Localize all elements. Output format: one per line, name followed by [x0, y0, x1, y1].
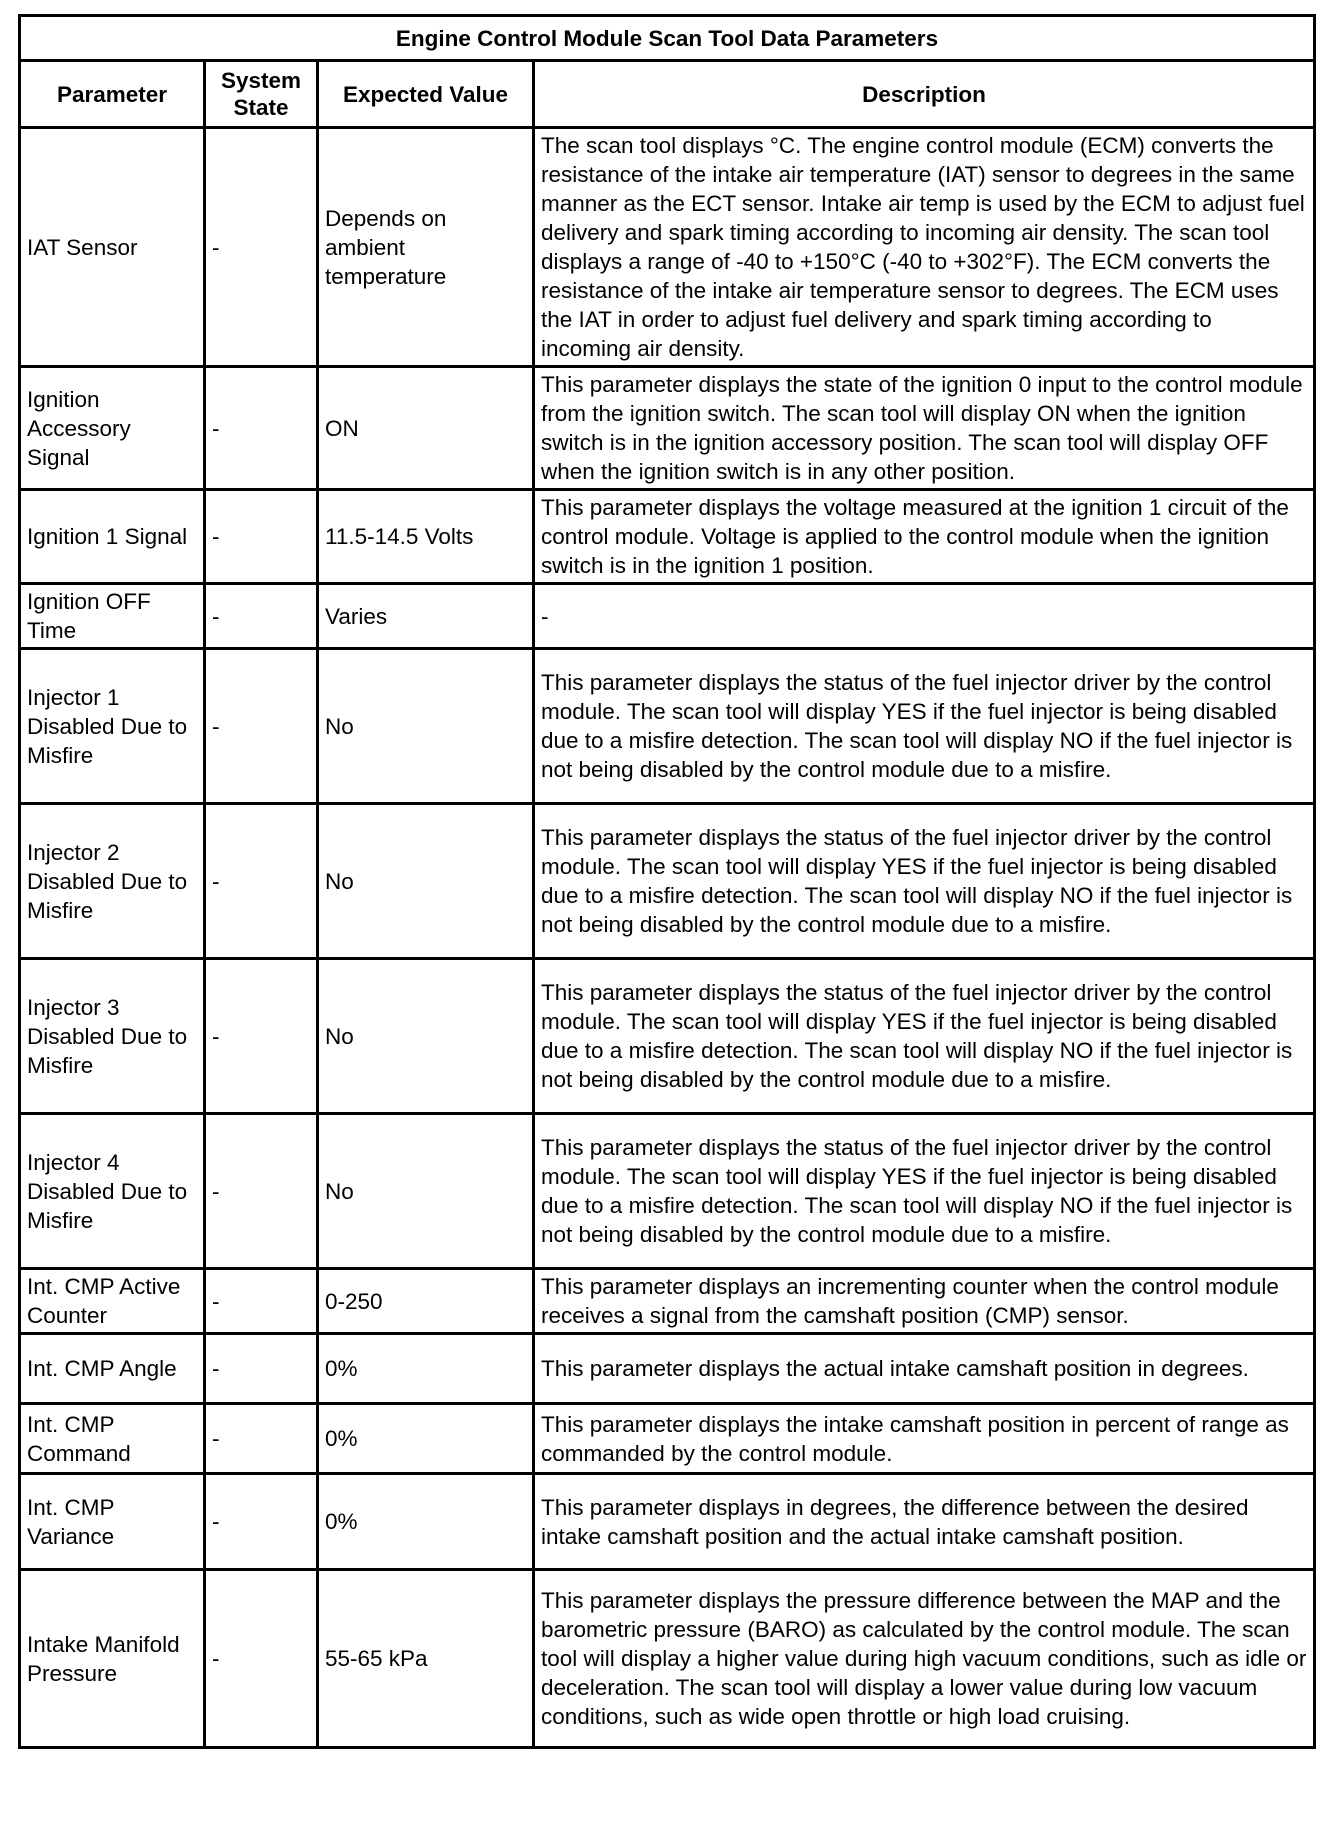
table-row [20, 959, 1315, 1114]
cell-description: This parameter displays the actual intake camshaft position in degrees. [534, 1334, 1315, 1404]
table-row [20, 649, 1315, 804]
cell-parameter: Injector 4 Disabled Due to Misfire [20, 1114, 205, 1269]
cell-expected-value: 0% [318, 1404, 534, 1474]
cell-system-state: - [205, 1334, 318, 1404]
cell-parameter: Injector 1 Disabled Due to Misfire [20, 649, 205, 804]
cell-description: This parameter displays the status of the fuel injector driver by the control module. The scan tool will display YES if the fuel injector is being disabled due to a misfire detection. The scan tool will display NO if the fuel injector is not being disabled by the control module due to a misfire. [534, 804, 1315, 959]
cell-description: - [534, 584, 1315, 649]
cell-description: This parameter displays the intake camshaft position in percent of range as commanded by the control module. [534, 1404, 1315, 1474]
header-description: Description [534, 61, 1315, 128]
cell-parameter: Injector 2 Disabled Due to Misfire [20, 804, 205, 959]
cell-expected-value: No [318, 959, 534, 1114]
table-row [20, 1474, 1315, 1570]
cell-description: This parameter displays the status of the fuel injector driver by the control module. The scan tool will display YES if the fuel injector is being disabled due to a misfire detection. The scan tool will display NO if the fuel injector is not being disabled by the control module due to a misfire. [534, 649, 1315, 804]
cell-parameter: Ignition Accessory Signal [20, 367, 205, 490]
cell-parameter: Int. CMP Angle [20, 1334, 205, 1404]
cell-system-state: - [205, 959, 318, 1114]
cell-parameter: Int. CMP Active Counter [20, 1269, 205, 1334]
table-row [20, 804, 1315, 959]
cell-description: This parameter displays the pressure difference between the MAP and the barometric pressure (BARO) as calculated by the control module. The scan tool will display a higher value during high vacuum conditions, such as idle or deceleration. The scan tool will display a lower value during low vacuum conditions, such as wide open throttle or high load cruising. [534, 1570, 1315, 1748]
table-title: Engine Control Module Scan Tool Data Parameters [20, 16, 1315, 61]
cell-expected-value: No [318, 649, 534, 804]
cell-description: This parameter displays the voltage measured at the ignition 1 circuit of the control module. Voltage is applied to the control module when the ignition switch is in the ignition 1 position. [534, 490, 1315, 584]
cell-description: This parameter displays the state of the ignition 0 input to the control module from the ignition switch. The scan tool will display ON when the ignition switch is in the ignition accessory position. The scan tool will display OFF when the ignition switch is in any other position. [534, 367, 1315, 490]
table-header-row [20, 61, 1315, 128]
cell-description: This parameter displays an incrementing counter when the control module receives a signal from the camshaft position (CMP) sensor. [534, 1269, 1315, 1334]
cell-system-state: - [205, 1114, 318, 1269]
cell-parameter: Int. CMP Command [20, 1404, 205, 1474]
cell-parameter: Intake Manifold Pressure [20, 1570, 205, 1748]
table-row [20, 1570, 1315, 1748]
cell-expected-value: 0% [318, 1334, 534, 1404]
cell-expected-value: 55-65 kPa [318, 1570, 534, 1748]
table-row [20, 1404, 1315, 1474]
cell-system-state: - [205, 584, 318, 649]
cell-expected-value: 11.5-14.5 Volts [318, 490, 534, 584]
cell-expected-value: ON [318, 367, 534, 490]
cell-system-state: - [205, 1269, 318, 1334]
table-row [20, 1334, 1315, 1404]
cell-expected-value: 0-250 [318, 1269, 534, 1334]
table-row [20, 584, 1315, 649]
cell-parameter: Ignition OFF Time [20, 584, 205, 649]
table-row [20, 1114, 1315, 1269]
cell-system-state: - [205, 1570, 318, 1748]
cell-description: This parameter displays the status of the fuel injector driver by the control module. The scan tool will display YES if the fuel injector is being disabled due to a misfire detection. The scan tool will display NO if the fuel injector is not being disabled by the control module due to a misfire. [534, 959, 1315, 1114]
cell-system-state: - [205, 1474, 318, 1570]
cell-system-state: - [205, 367, 318, 490]
header-expected-value: Expected Value [318, 61, 534, 128]
table-row [20, 490, 1315, 584]
cell-system-state: - [205, 1404, 318, 1474]
cell-description: The scan tool displays °C. The engine control module (ECM) converts the resistance of the intake air temperature (IAT) sensor to degrees in the same manner as the ECT sensor. Intake air temp is used by the ECM to adjust fuel delivery and spark timing according to incoming air density. The scan tool displays a range of -40 to +150°C (-40 to +302°F). The ECM converts the resistance of the intake air temperature sensor to degrees. The ECM uses the IAT in order to adjust fuel delivery and spark timing according to incoming air density. [534, 128, 1315, 367]
cell-parameter: Ignition 1 Signal [20, 490, 205, 584]
table-row [20, 367, 1315, 490]
cell-system-state: - [205, 649, 318, 804]
cell-parameter: Injector 3 Disabled Due to Misfire [20, 959, 205, 1114]
cell-system-state: - [205, 490, 318, 584]
cell-expected-value: No [318, 1114, 534, 1269]
cell-expected-value: Varies [318, 584, 534, 649]
cell-expected-value: 0% [318, 1474, 534, 1570]
scan-tool-data-table [18, 14, 1316, 1749]
table-row [20, 1269, 1315, 1334]
cell-description: This parameter displays the status of the fuel injector driver by the control module. The scan tool will display YES if the fuel injector is being disabled due to a misfire detection. The scan tool will display NO if the fuel injector is not being disabled by the control module due to a misfire. [534, 1114, 1315, 1269]
cell-parameter: IAT Sensor [20, 128, 205, 367]
table-row [20, 128, 1315, 367]
cell-system-state: - [205, 804, 318, 959]
cell-description: This parameter displays in degrees, the difference between the desired intake camshaft position and the actual intake camshaft position. [534, 1474, 1315, 1570]
header-parameter: Parameter [20, 61, 205, 128]
header-system-state: System State [205, 61, 318, 128]
table-title-row [20, 16, 1315, 61]
cell-system-state: - [205, 128, 318, 367]
cell-expected-value: No [318, 804, 534, 959]
cell-parameter: Int. CMP Variance [20, 1474, 205, 1570]
document-page [18, 14, 1313, 1749]
cell-expected-value: Depends on ambient temperature [318, 128, 534, 367]
